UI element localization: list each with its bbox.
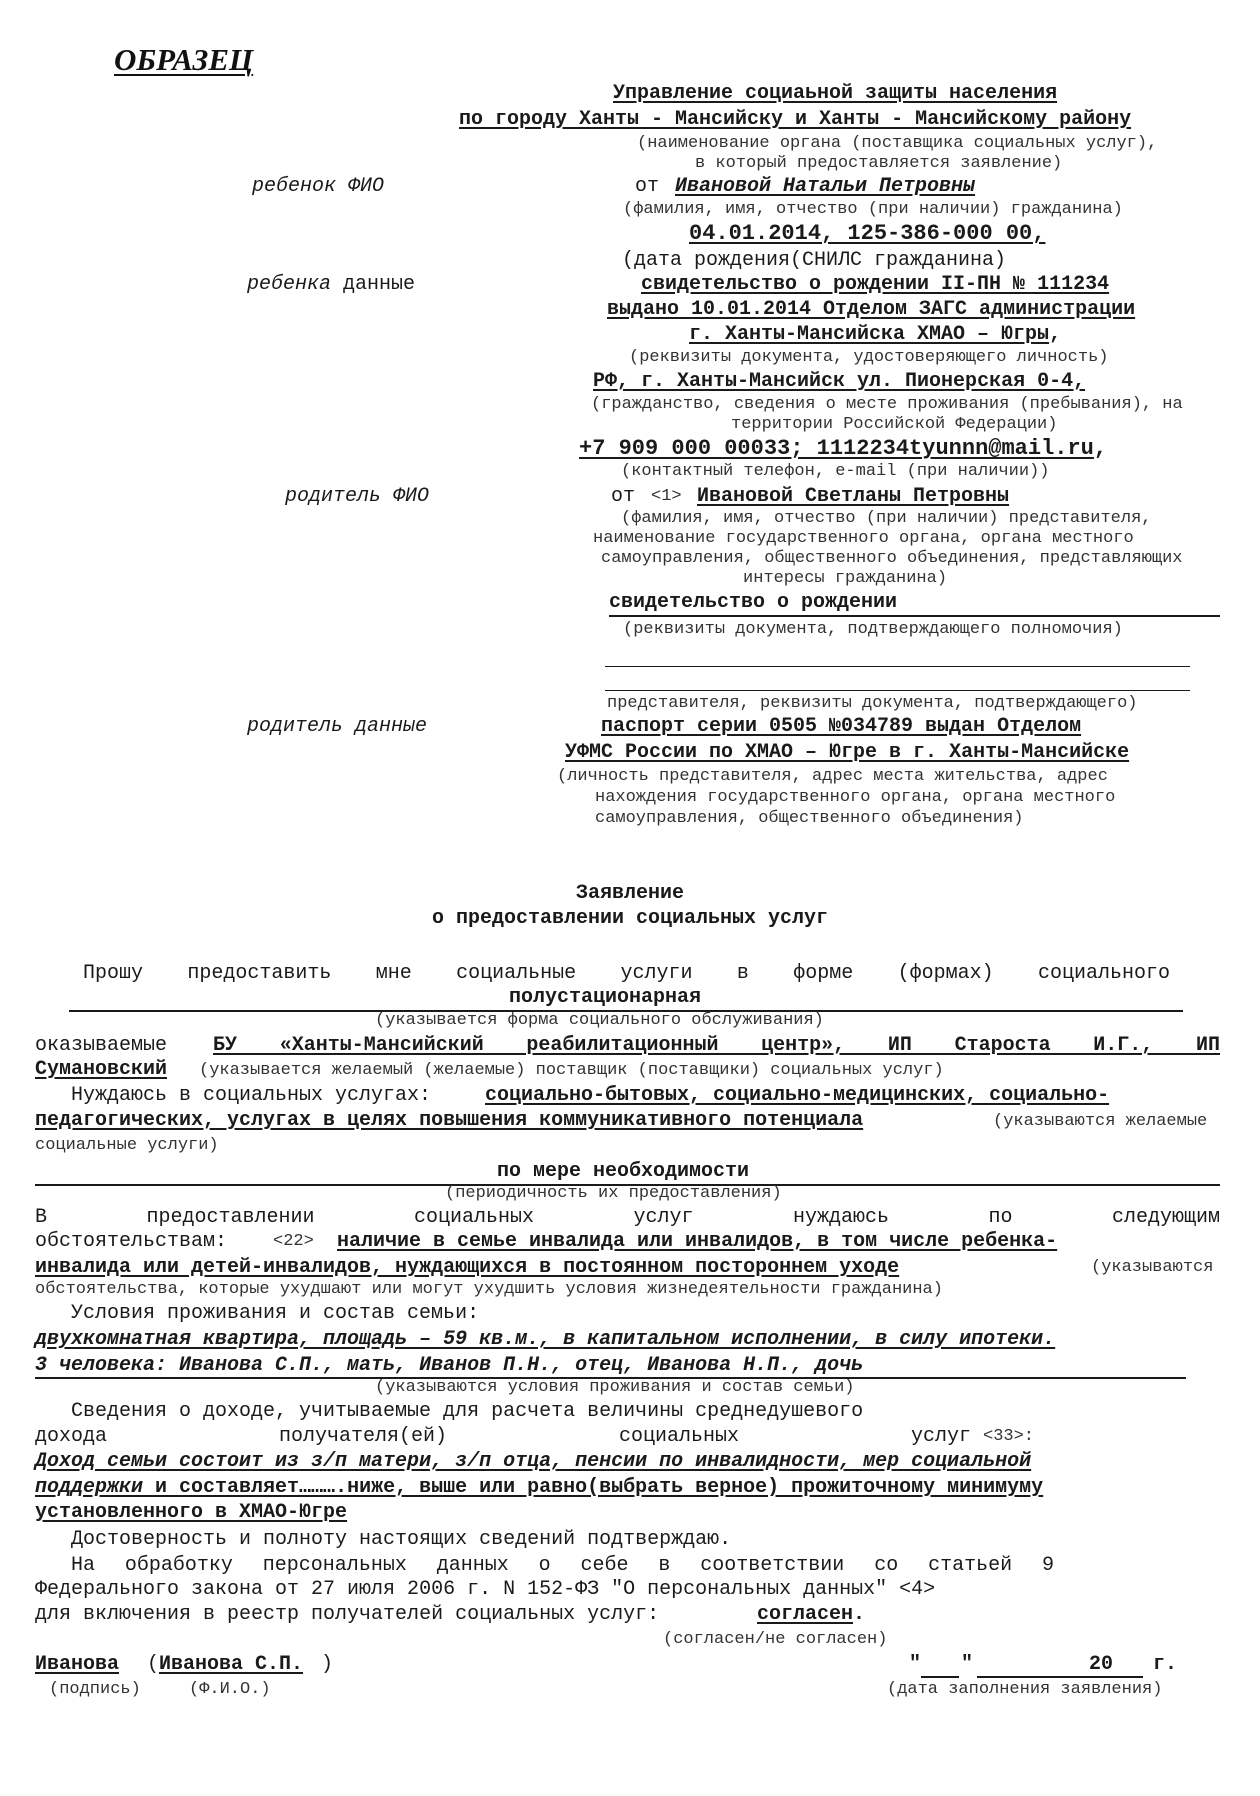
applicant-name-hint: (фамилия, имя, отчество (при наличии) гражданина) [623,200,1123,219]
rep-passport-line-1: паспорт серии 0505 №034789 выдан Отделом [601,715,1082,738]
circumstances-line-3: инвалида или детей-инвалидов, нуждающихся в постоянном постороннем уходе [35,1256,900,1279]
rep-blank-line-2 [605,690,1190,691]
margin-note-child-name: ребенок ФИО [252,175,385,198]
date-quote-open: " [909,1653,922,1676]
periodicity-value: по мере необходимости [497,1160,750,1183]
consent-tail: . [853,1603,866,1626]
applicant-doc-line-2: выдано 10.01.2014 Отделом ЗАГС администрации [607,298,1136,321]
circumstances-line-2: наличие в семье инвалида или инвалидов, в том числе ребенка- [337,1230,1058,1253]
margin-note-child-data-plain: данные [331,273,416,296]
applicant-address: РФ, г. Ханты-Мансийск ул. Пионерская 0-4, [593,370,1086,393]
rep-from-label: от [611,485,636,508]
applicant-doc-line-1: свидетельство о рождении II-ПН № 111234 [641,273,1110,296]
income-label-2: дохода получателя(ей) социальных услуг [35,1425,971,1448]
rep-name-hint-4: интересы гражданина) [743,569,948,588]
rep-blank-line-1 [605,666,1190,667]
circumstances-prefix: обстоятельствам: [35,1230,228,1253]
date-suffix: г. [1153,1653,1178,1676]
margin-note-parent-data: родитель данные [247,715,428,738]
applicant-contacts-wrap [579,437,1107,461]
consent-line-3: для включения в реестр получателей социальных услуг: [35,1603,660,1626]
date-hint: (дата заполнения заявления) [887,1680,1163,1699]
needs-line-1: социально-бытовых, социально-медицинских, социально- [485,1084,1110,1107]
date-month-blank [977,1676,1143,1678]
needs-hint-1: (указываются желаемые [993,1112,1208,1131]
consent-hint: (согласен/не согласен) [663,1630,888,1649]
signature-fio: Иванова С.П. [159,1653,304,1676]
applicant-doc-line-3-tail: , [1049,323,1062,346]
income-line-2 [35,1476,1043,1500]
living-label: Условия проживания и состав семьи: [71,1302,480,1325]
rep-passport-line-2: УФМС России по ХМАО – Югре в г. Ханты-Мансийске [565,741,1130,764]
circumstances-hint-2: обстоятельства, которые ухудшают или могут ухудшить условия жизнедеятельности гражданина) [35,1280,943,1299]
rep-name-hint-3: самоуправления, общественного объединения, представляющих [601,549,1183,568]
circumstances-ref: <22> [273,1232,314,1251]
rep-name-hint-1: (фамилия, имя, отчество (при наличии) представителя, [621,509,1152,528]
provider-line-1: БУ «Ханты-Мансийский реабилитационный центр», ИП Староста И.Г., ИП [213,1034,1220,1057]
rep-authority-underline [609,615,1220,617]
rep-authority-doc: свидетельство о рождении [609,591,898,614]
consent-value: согласен [757,1603,854,1626]
rep-name: Ивановой Светланы Петровны [697,485,1010,508]
provider-hint: (указывается желаемый (желаемые) поставщик (поставщики) социальных услуг) [199,1061,944,1080]
needs-line-2: педагогических, услугах в целях повышения коммуникативного потенциала [35,1109,864,1132]
date-quote-close: " [961,1653,974,1676]
applicant-doc-hint: (реквизиты документа, удостоверяющего личность) [629,348,1109,367]
consent-line-2: Федерального закона от 27 июля 2006 г. N 152-ФЗ "О персональных данных" <4> [35,1578,936,1601]
agency-line-1: Управление социаьной защиты населения [613,82,1058,105]
income-label-1: Сведения о доходе, учитываемые для расчета величины среднедушевого [71,1400,864,1423]
applicant-address-hint-1: (гражданство, сведения о месте проживания (пребывания), на [591,395,1183,414]
income-line-1: Доход семьи состоит из з/п матери, з/п отца, пенсии по инвалидности, мер социальной [35,1450,1032,1473]
signature-fio-hint: (Ф.И.О.) [189,1680,271,1699]
circumstances-hint-1: (указываются [1091,1258,1214,1277]
applicant-name: Ивановой Натальи Петровны [675,175,976,198]
request-line: Прошу предоставить мне социальные услуги в форме (формах) социального [83,962,1170,985]
living-line-1: двухкомнатная квартира, площадь – 59 кв.м., в капитальном исполнении, в силу ипотеки. [35,1328,1056,1351]
living-hint: (указываются условия проживания и состав семьи) [375,1378,855,1397]
income-line-3: установленного в ХМАО-Югре [35,1501,348,1524]
signature-close-paren: ) [321,1653,334,1676]
needs-hint-2: социальные услуги) [35,1136,219,1155]
applicant-contacts: +7 909 000 00033; 1112234tyunnn@mail.ru [579,436,1094,461]
signature-signer: Иванова [35,1653,120,1676]
applicant-dob-hint: (дата рождения(СНИЛС гражданина) [622,249,1007,272]
confirm-text: Достоверность и полноту настоящих сведений подтверждаю. [71,1528,732,1551]
income-line-2b: и составляет……….ниже, выше или равно(выбрать верное) прожиточному минимуму [143,1476,1044,1499]
sample-stamp: ОБРАЗЕЦ [114,42,254,77]
date-year: 20 [1089,1653,1114,1676]
document-title: Заявление [575,882,685,905]
provider-prefix: оказываемые [35,1034,168,1057]
rep-passport-hint-1: (личность представителя, адрес места жительства, адрес [557,767,1108,786]
income-ref: <33>: [983,1427,1035,1446]
applicant-from-label: от [635,175,660,198]
applicant-address-hint-2: территории Российской Федерации) [731,415,1058,434]
signature-open-paren: ( [147,1653,160,1676]
periodicity-hint: (периодичность их предоставления) [445,1184,782,1203]
service-form-value: полустационарная [509,986,702,1009]
applicant-doc-line-3: г. Ханты-Мансийска ХМАО – Югры [689,323,1050,346]
applicant-doc-line-3-wrap [689,323,1061,347]
date-day-blank [921,1676,959,1678]
margin-note-parent-name: родитель ФИО [285,485,430,508]
circumstances-line-1: В предоставлении социальных услуг нуждаюсь по следующим [35,1206,1220,1229]
rep-footnote-ref: <1> [651,487,682,506]
needs-prefix: Нуждаюсь в социальных услугах: [71,1084,432,1107]
consent-line-1: На обработку персональных данных о себе в соответствии со статьей 9 [71,1554,1054,1577]
applicant-contacts-tail: , [1093,436,1108,461]
margin-note-child-data-italic: ребенка [247,273,332,296]
agency-hint-2: в который предоставляется заявление) [695,154,1063,173]
provider-line-2: Сумановский [35,1058,168,1081]
rep-passport-hint-2: нахождения государственного органа, органа местного [595,788,1116,807]
signature-sign-hint: (подпись) [49,1680,141,1699]
rep-blank-hint: представителя, реквизиты документа, подтверждающего) [607,694,1138,713]
rep-passport-hint-3: самоуправления, общественного объединения) [595,809,1024,828]
agency-hint-1: (наименование органа (поставщика социальных услуг), [637,134,1158,153]
margin-note-child-data [247,273,415,297]
applicant-dob-snils: 04.01.2014, 125-386-000 00, [689,221,1046,246]
living-line-2: 3 человека: Иванова С.П., мать, Иванов П.Н., отец, Иванова Н.П., дочь [35,1354,864,1377]
consent-value-wrap [757,1603,865,1627]
rep-authority-hint: (реквизиты документа, подтверждающего полномочия) [623,620,1123,639]
rep-name-hint-2: наименование государственного органа, органа местного [593,529,1134,548]
document-subtitle: о предоставлении социальных услуг [431,907,829,930]
income-line-2a: поддержки [35,1476,144,1499]
agency-line-2: по городу Ханты - Мансийску и Ханты - Мансийскому району [459,108,1132,131]
service-form-hint: (указывается форма социального обслуживания) [375,1011,824,1030]
applicant-contacts-hint: (контактный телефон, e-mail (при наличии)) [621,462,1050,481]
